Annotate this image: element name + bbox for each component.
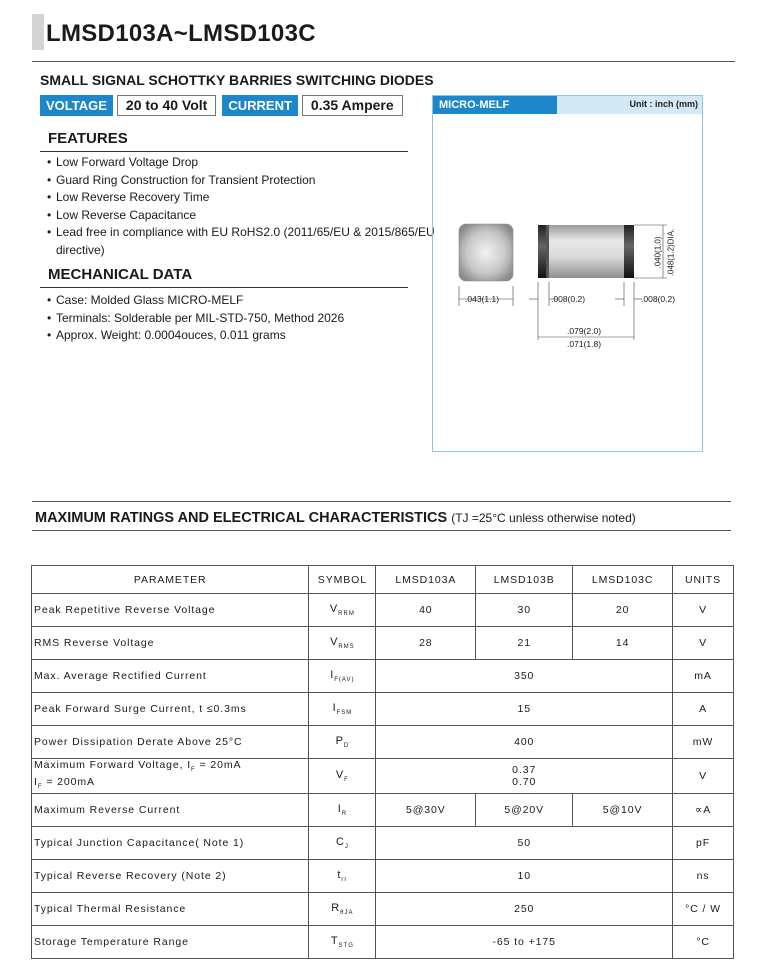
spec-row bbox=[40, 95, 403, 116]
page-title: LMSD103A~LMSD103C bbox=[46, 20, 316, 47]
list-item: • Lead free in compliance with EU RoHS2.0 (2011/65/EU & 2015/865/EU directive) bbox=[47, 225, 435, 257]
dim-body-max: .079(2.0) bbox=[567, 326, 602, 336]
voltage-label: VOLTAGE bbox=[40, 95, 113, 116]
package-outline-svg bbox=[433, 96, 704, 453]
current-label: CURRENT bbox=[222, 95, 298, 116]
table-row: Power Dissipation Derate Above 25°C $P_D$ 400 mW bbox=[32, 726, 734, 759]
table-row: Maximum Reverse Current $I_R$ 5@30V 5@20V 5@10V ∝A bbox=[32, 794, 734, 827]
list-item: • Approx. Weight: 0.0004ouces, 0.011 grams bbox=[47, 328, 286, 342]
table-header-row bbox=[32, 566, 734, 594]
table-row: Typical Reverse Recovery (Note 2) $t_{rr}$ 10 ns bbox=[32, 860, 734, 893]
mechanical-heading: MECHANICAL DATA bbox=[40, 266, 408, 288]
right-cap-shape bbox=[624, 225, 634, 278]
table-row: Typical Thermal Resistance $R_{\theta JA}$ 250 °C / W bbox=[32, 893, 734, 926]
col-lmsd103a: LMSD103A bbox=[376, 566, 476, 594]
list-item: • Terminals: Solderable per MIL-STD-750, Method 2026 bbox=[47, 310, 345, 325]
dim-end-width: .043(1.1) bbox=[465, 294, 500, 304]
end-view-shape bbox=[459, 224, 513, 281]
table-row: Max. Average Rectified Current $I_{F(AV)}$ 350 mA bbox=[32, 660, 734, 693]
table-row: Typical Junction Capacitance( Note 1) $C_J$ 50 pF bbox=[32, 827, 734, 860]
body-shape bbox=[538, 225, 634, 278]
table-row: Peak Forward Surge Current, t ≤0.3ms $I_{FSM}$ 15 A bbox=[32, 693, 734, 726]
list-item: • Low Reverse Capacitance bbox=[47, 207, 197, 222]
ratings-title: MAXIMUM RATINGS AND ELECTRICAL CHARACTERISTICS (TJ =25°C unless otherwise noted) bbox=[35, 510, 636, 526]
current-value: 0.35 Ampere bbox=[302, 95, 403, 116]
ratings-table bbox=[31, 565, 734, 959]
dim-body-min: .071(1.8) bbox=[567, 339, 602, 349]
col-lmsd103c: LMSD103C bbox=[573, 566, 673, 594]
ratings-note: (TJ =25°C unless otherwise noted) bbox=[451, 511, 636, 525]
package-name: MICRO-MELF bbox=[433, 96, 557, 114]
dim-cap-right: .008(0.2) bbox=[641, 294, 676, 304]
features-heading: FEATURES bbox=[40, 130, 408, 152]
dim-dia-max: .048(1.2)DIA. bbox=[666, 228, 676, 277]
table-row: Peak Repetitive Reverse Voltage $V_{RRM}$ 40 30 20 V bbox=[32, 594, 734, 627]
title-accent bbox=[32, 14, 44, 50]
col-lmsd103b: LMSD103B bbox=[476, 566, 573, 594]
col-symbol: SYMBOL bbox=[309, 566, 376, 594]
features-list bbox=[47, 154, 435, 259]
dim-dia-min: .040(1.0) bbox=[653, 236, 663, 269]
package-unit: Unit : inch (mm) bbox=[629, 99, 698, 109]
table-row: Maximum Forward Voltage, $I_F = 20mA$ $I_F = 200mA$ $V_F$ 0.37 0.70 V bbox=[32, 759, 734, 794]
table-row: RMS Reverse Voltage $V_{RMS}$ 28 21 14 V bbox=[32, 627, 734, 660]
list-item: • Low Reverse Recovery Time bbox=[47, 190, 210, 204]
ratings-divider-top bbox=[32, 501, 731, 502]
list-item: • Low Forward Voltage Drop bbox=[47, 155, 199, 169]
list-item: • Guard Ring Construction for Transient Protection bbox=[47, 172, 316, 187]
col-units: UNITS bbox=[673, 566, 734, 594]
list-item: • Case: Molded Glass MICRO-MELF bbox=[47, 293, 244, 307]
table-row: Storage Temperature Range $T_{STG}$ -65 to +175 °C bbox=[32, 926, 734, 959]
ratings-divider-bottom bbox=[32, 530, 731, 531]
voltage-value: 20 to 40 Volt bbox=[117, 95, 216, 116]
mechanical-list bbox=[47, 292, 344, 345]
page-subtitle: SMALL SIGNAL SCHOTTKY BARRIES SWITCHING DIODES bbox=[40, 72, 434, 88]
title-divider bbox=[32, 61, 735, 62]
dim-cap-left: .008(0.2) bbox=[551, 294, 586, 304]
package-drawing bbox=[432, 95, 703, 452]
col-parameter: PARAMETER bbox=[32, 566, 309, 594]
